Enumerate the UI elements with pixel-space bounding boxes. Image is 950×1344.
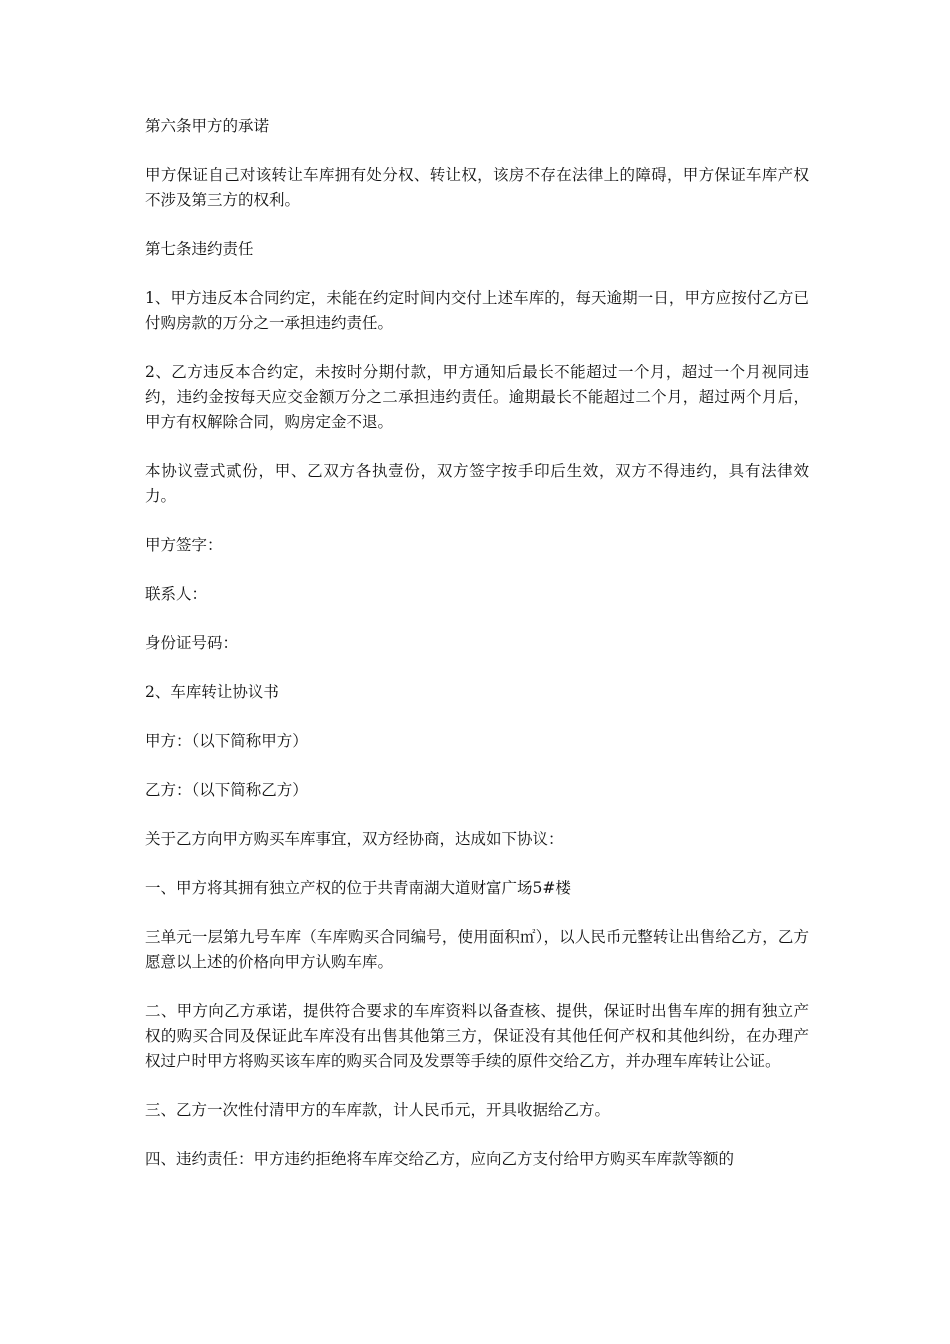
contact-person-line: 联系人： <box>145 585 208 603</box>
section-heading-article-7: 第七条违约责任 <box>145 240 254 258</box>
paragraph-party-a-guarantee: 甲方保证自己对该转让车库拥有处分权、转让权，该房不存在法律上的障碍，甲方保证车库产权不涉及第三方的权利。 <box>145 166 809 209</box>
paragraph-clause-4: 四、违约责任：甲方违约拒绝将车库交给乙方，应向乙方支付给甲方购买车库款等额的 <box>145 1150 735 1168</box>
paragraph-breach-item-1: 1、甲方违反本合同约定，未能在约定时间内交付上述车库的，每天逾期一日，甲方应按付乙方已付购房款的万分之一承担违约责任。 <box>145 289 809 332</box>
party-a-line: 甲方：（以下简称甲方） <box>145 732 308 750</box>
paragraph-breach-item-2: 2、乙方违反本合约定，未按时分期付款，甲方通知后最长不能超过一个月，超过一个月视同违约，违约金按每天应交金额万分之二承担违约责任。逾期最长不能超过二个月，超过两个月后，甲方有权解除合同，购房定金不退。 <box>145 363 809 431</box>
id-number-line: 身份证号码： <box>145 634 239 652</box>
section-heading-article-6: 第六条甲方的承诺 <box>145 117 270 135</box>
party-b-line: 乙方：（以下简称乙方） <box>145 781 308 799</box>
document-body <box>145 114 809 1196</box>
paragraph-agreement-copies: 本协议壹式贰份，甲、乙双方各执壹份，双方签字按手印后生效，双方不得违约，具有法律效力。 <box>145 462 809 505</box>
paragraph-clause-1-continued: 三单元一层第九号车库（车库购买合同编号，使用面积㎡），以人民币元整转让出售给乙方，乙方愿意以上述的价格向甲方认购车库。 <box>145 928 809 971</box>
paragraph-clause-3: 三、乙方一次性付清甲方的车库款，计人民币元，开具收据给乙方。 <box>145 1101 611 1119</box>
party-a-signature-line: 甲方签字： <box>145 536 223 554</box>
paragraph-preamble: 关于乙方向甲方购买车库事宜，双方经协商，达成如下协议： <box>145 830 564 848</box>
section-heading-transfer-agreement: 2、车库转让协议书 <box>145 683 279 701</box>
paragraph-clause-1: 一、甲方将其拥有独立产权的位于共青南湖大道财富广场5#楼 <box>145 879 571 897</box>
paragraph-clause-2: 二、甲方向乙方承诺，提供符合要求的车库资料以备查核、提供，保证时出售车库的拥有独立产权的购买合同及保证此车库没有出售其他第三方，保证没有其他任何产权和其他纠纷，在办理产权过户时甲方将购买该车库的购买合同及发票等手续的原件交给乙方，并办理车库转让公证。 <box>145 1002 809 1070</box>
